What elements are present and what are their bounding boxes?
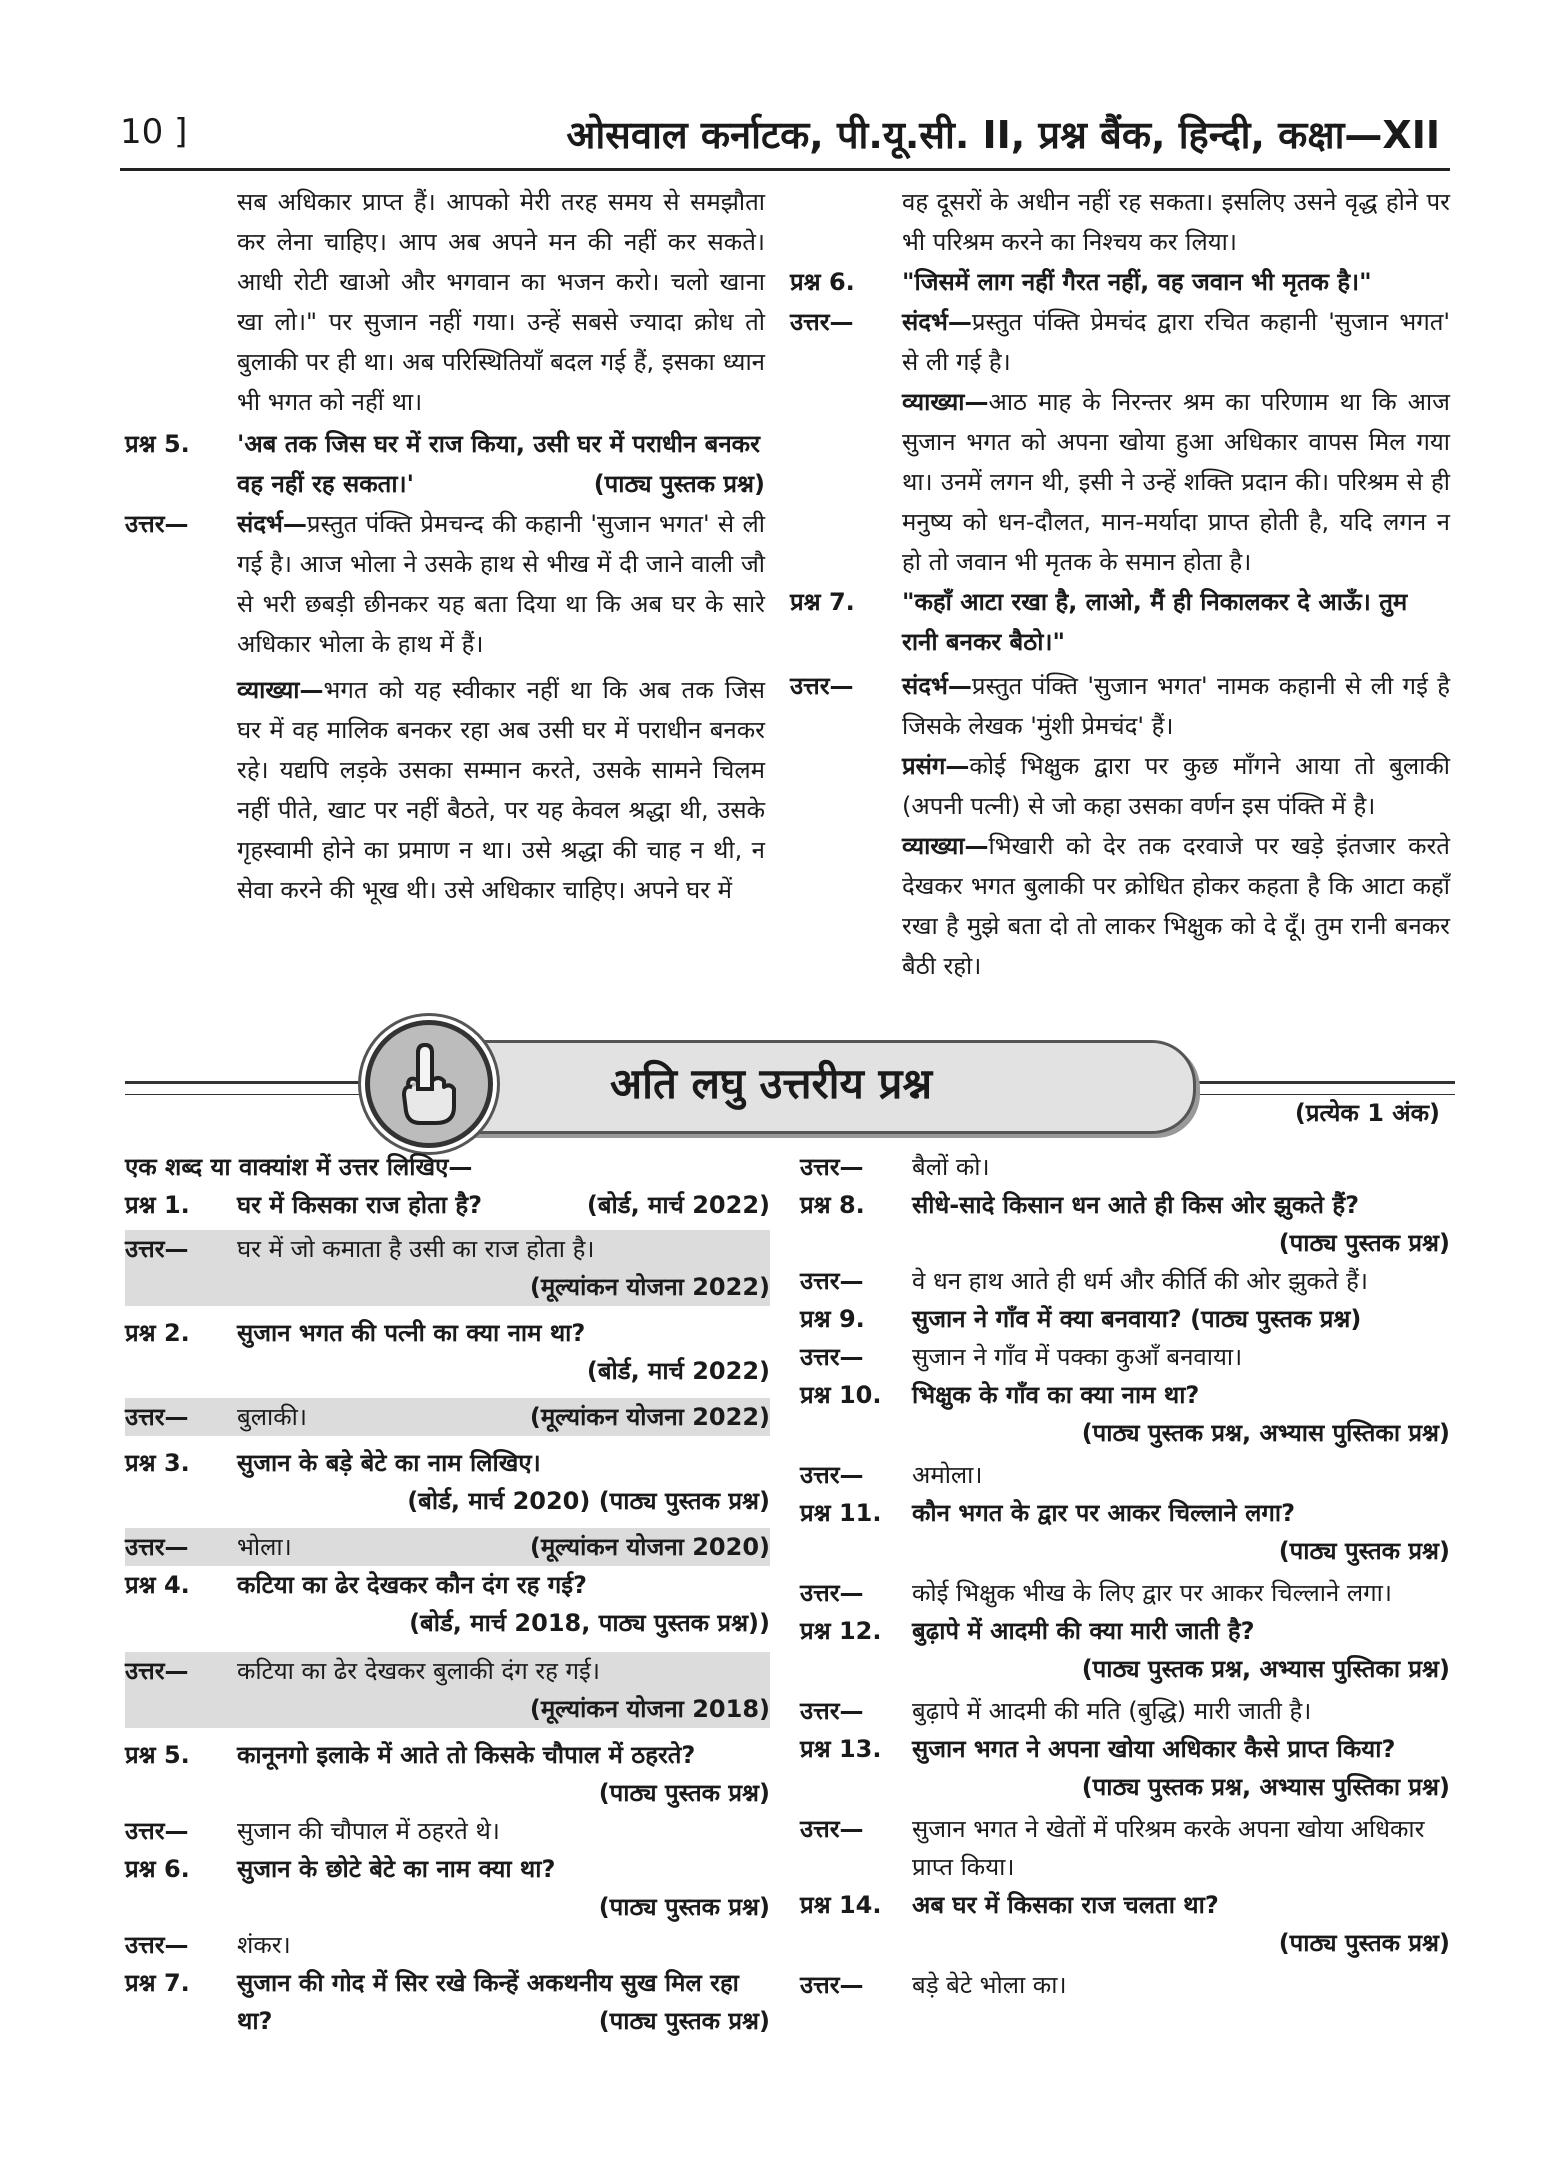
sandarbh-text: प्रस्तुत पंक्ति प्रेमचन्द की कहानी 'सुजान भगत' से ली गई है। आज भोला ने उसके हाथ से भीख में दी जाने वाली जौ से भरी छबड़ी छीनकर यह बता दिया था कि अब घर के सारे अधिकार भोला के हाथ में हैं।: [237, 510, 765, 658]
question-tag: प्रश्न 6.: [125, 1855, 190, 1883]
answer-tag: उत्तर—: [800, 1815, 864, 1843]
answer-1: [125, 1230, 770, 1306]
question-tag: प्रश्न 4.: [125, 1571, 190, 1599]
answer-9: [800, 1338, 1450, 1376]
question-13: [800, 1730, 1450, 1768]
answer-tag: उत्तर—: [125, 1931, 189, 1959]
question-8: [800, 1186, 1450, 1224]
question-source: (पाठ्य पुस्तक प्रश्न): [598, 1893, 770, 1921]
answer-6-long: [790, 302, 1450, 582]
question-source: (पाठ्य पुस्तक प्रश्न, अभ्यास पुस्तिका प्रश्न): [1081, 1419, 1450, 1447]
question-tag: प्रश्न 7.: [790, 588, 855, 616]
question-source: (पाठ्य पुस्तक प्रश्न): [1278, 1229, 1450, 1257]
answer-source: (मूल्यांकन योजना 2018): [529, 1695, 770, 1723]
answer-5-long: [125, 504, 765, 910]
vyakhya-label: व्याख्या—: [902, 388, 989, 416]
answer-tag: उत्तर—: [125, 1817, 189, 1845]
answer-text: भोला।: [237, 1533, 292, 1561]
top-right-column: [790, 182, 1450, 986]
answer-tag: उत्तर—: [800, 1579, 864, 1607]
vyakhya-text: भगत को यह स्वीकार नहीं था कि अब तक जिस घर में वह मालिक बनकर रहा अब उसी घर में पराधीन बनकर रहे। यद्यपि लड़के उसका सम्मान करते, उसके सामने चिलम नहीं पीते, खाट पर नहीं बैठते, पर यह केवल श्रद्धा थी, उसके गृहस्वामी होने का प्रमाण न था। उसे श्रद्धा की चाह न थी, न सेवा करने की भूख थी। उसे अधिकार चाहिए। अपने घर में: [237, 676, 765, 904]
answer-11: [800, 1574, 1450, 1612]
prasang-label: प्रसंग—: [902, 752, 970, 780]
question-10: [800, 1376, 1450, 1414]
answer-12: [800, 1692, 1450, 1730]
vyakhya-label: व्याख्या—: [237, 676, 324, 704]
question-7-long: [790, 582, 1450, 662]
answer-text: वे धन हाथ आते ही धर्म और कीर्ति की ओर झुकते हैं।: [912, 1267, 1368, 1295]
section-instruction: एक शब्द या वाक्यांश में उत्तर लिखिए—: [125, 1153, 473, 1181]
question-5: [125, 1736, 770, 1774]
answer-text: बुढ़ापे में आदमी की मति (बुद्धि) मारी जाती है।: [912, 1697, 1312, 1725]
question-6-long: [790, 262, 1450, 302]
answer-tag: उत्तर—: [800, 1697, 864, 1725]
question-tag: प्रश्न 6.: [790, 268, 855, 296]
sandarbh-text: प्रस्तुत पंक्ति प्रेमचंद द्वारा रचित कहानी 'सुजान भगत' से ली गई है।: [902, 308, 1450, 376]
question-text: सुजान भगत ने अपना खोया अधिकार कैसे प्राप्त किया?: [912, 1735, 1396, 1763]
question-tag: प्रश्न 2.: [125, 1319, 190, 1347]
question-tag: प्रश्न 3.: [125, 1449, 190, 1477]
question-tag: प्रश्न 1.: [125, 1191, 190, 1219]
answer-text: सुजान ने गाँव में पक्का कुआँ बनवाया।: [912, 1343, 1243, 1371]
answer-13: [800, 1810, 1450, 1886]
question-tag: प्रश्न 5.: [125, 1741, 190, 1769]
answer-tag: उत्तर—: [125, 1235, 189, 1263]
question-6: [125, 1850, 770, 1888]
question-text: बुढ़ापे में आदमी की क्या मारी जाती है?: [912, 1617, 1255, 1645]
question-source: (पाठ्य पुस्तक प्रश्न): [1278, 1929, 1450, 1957]
question-3: [125, 1444, 770, 1482]
continued-paragraph: वह दूसरों के अधीन नहीं रह सकता। इसलिए उसने वृद्ध होने पर भी परिश्रम करने का निश्चय कर लिया।: [902, 188, 1450, 256]
sandarbh-label: संदर्भ—: [237, 510, 307, 538]
page-number: 10 ]: [120, 112, 188, 152]
question-4: [125, 1566, 770, 1604]
continued-paragraph: सब अधिकार प्राप्त हैं। आपको मेरी तरह समय से समझौता कर लेना चाहिए। आप अब अपने मन की नहीं कर सकते। आधी रोटी खाओ और भगवान का भजन करो। चलो खाना खा लो।" पर सुजान नहीं गया। उन्हें सबसे ज्यादा क्रोध तो बुलाकी पर ही था। अब परिस्थितियाँ बदल गई हैं, इसका ध्यान भी भगत को नहीं था।: [237, 188, 765, 416]
answer-text: अमोला।: [912, 1461, 983, 1489]
answer-14: [800, 1966, 1450, 2004]
answer-text: बड़े बेटे भोला का।: [912, 1971, 1067, 1999]
sandarbh-label: संदर्भ—: [902, 672, 972, 700]
answer-tag: उत्तर—: [800, 1343, 864, 1371]
answer-6: [125, 1926, 770, 1964]
answer-2: [125, 1398, 770, 1436]
question-text: अब घर में किसका राज चलता था?: [912, 1891, 1219, 1919]
question-text: "कहाँ आटा रखा है, लाओ, मैं ही निकालकर दे आऊँ। तुम रानी बनकर बैठो।": [902, 588, 1408, 656]
question-text: सुजान की गोद में सिर रखे किन्हें अकथनीय सुख मिल रहा था?: [237, 1969, 739, 2035]
question-tag: प्रश्न 8.: [800, 1191, 865, 1219]
answer-text: सुजान भगत ने खेतों में परिश्रम करके अपना खोया अधिकार प्राप्त किया।: [912, 1815, 1425, 1881]
question-12: [800, 1612, 1450, 1650]
answer-tag: उत्तर—: [125, 1403, 189, 1431]
answer-text: शंकर।: [237, 1931, 291, 1959]
question-text: कानूनगो इलाके में आते तो किसके चौपाल में ठहरते?: [237, 1741, 696, 1769]
answer-7-long: [790, 666, 1450, 986]
question-source: (पाठ्य पुस्तक प्रश्न, अभ्यास पुस्तिका प्रश्न): [1081, 1655, 1450, 1683]
top-left-column: [125, 182, 765, 910]
question-text: भिक्षुक के गाँव का क्या नाम था?: [912, 1381, 1200, 1409]
vyakhya-label: व्याख्या—: [902, 832, 989, 860]
sandarbh-label: संदर्भ—: [902, 308, 972, 336]
header-rule: [120, 168, 1450, 171]
question-9: [800, 1300, 1450, 1338]
answer-tag: उत्तर—: [125, 510, 189, 538]
pointing-hand-icon: [365, 1020, 493, 1148]
book-title: ओसवाल कर्नाटक, पी.यू.सी. II, प्रश्न बैंक, हिन्दी, कक्षा—XII: [566, 113, 1440, 157]
answer-source: (मूल्यांकन योजना 2022): [529, 1403, 770, 1431]
answer-text: बुलाकी।: [237, 1403, 307, 1431]
sandarbh-text: प्रस्तुत पंक्ति 'सुजान भगत' नामक कहानी से ली गई है जिसके लेखक 'मुंशी प्रेमचंद' हैं।: [902, 672, 1450, 740]
answer-8: [800, 1262, 1450, 1300]
question-text: सीधे-सादे किसान धन आते ही किस ओर झुकते हैं?: [912, 1191, 1360, 1219]
question-tag: प्रश्न 14.: [800, 1891, 882, 1919]
answer-source: (मूल्यांकन योजना 2020): [529, 1533, 770, 1561]
answer-7: [800, 1148, 1450, 1186]
answer-tag: उत्तर—: [125, 1657, 189, 1685]
question-text: "जिसमें लाग नहीं गैरत नहीं, वह जवान भी मृतक है।": [902, 268, 1372, 296]
answer-10: [800, 1456, 1450, 1494]
question-tag: प्रश्न 13.: [800, 1735, 882, 1763]
question-text: सुजान ने गाँव में क्या बनवाया?: [912, 1305, 1182, 1333]
question-source: (बोर्ड, मार्च 2020) (पाठ्य पुस्तक प्रश्न): [407, 1487, 770, 1515]
question-tag: प्रश्न 5.: [125, 430, 190, 458]
bottom-left-column: [125, 1148, 770, 2040]
question-source: (पाठ्य पुस्तक प्रश्न): [598, 2007, 770, 2035]
question-text: कौन भगत के द्वार पर आकर चिल्लाने लगा?: [912, 1499, 1296, 1527]
bottom-right-column: [800, 1148, 1450, 2004]
answer-tag: उत्तर—: [790, 672, 854, 700]
answer-tag: उत्तर—: [125, 1533, 189, 1561]
answer-tag: उत्तर—: [790, 308, 854, 336]
question-1: [125, 1186, 770, 1224]
question-tag: प्रश्न 12.: [800, 1617, 882, 1645]
question-text: 'अब तक जिस घर में राज किया, उसी घर में पराधीन बनकर वह नहीं रह सकता।': [237, 430, 760, 498]
answer-tag: उत्तर—: [800, 1971, 864, 1999]
question-tag: प्रश्न 10.: [800, 1381, 882, 1409]
answer-tag: उत्तर—: [800, 1267, 864, 1295]
answer-text: सुजान की चौपाल में ठहरते थे।: [237, 1817, 500, 1845]
vyakhya-text: आठ माह के निरन्तर श्रम का परिणाम था कि आज सुजान भगत को अपना खोया हुआ अधिकार वापस मिल गया था। उनमें लगन थी, इसी ने उन्हें शक्ति प्रदान की। परिश्रम से ही मनुष्य को धन-दौलत, मान-मर्यादा प्राप्त होती है, यदि लगन न हो तो जवान भी मृतक के समान होता है।: [902, 388, 1450, 576]
question-source: (बोर्ड, मार्च 2022): [586, 1357, 770, 1385]
question-tag: प्रश्न 9.: [800, 1305, 865, 1333]
question-source: (पाठ्य पुस्तक प्रश्न, अभ्यास पुस्तिका प्रश्न): [1081, 1773, 1450, 1801]
question-source: (बोर्ड, मार्च 2022): [586, 1191, 770, 1219]
question-source: (पाठ्य पुस्तक प्रश्न): [593, 470, 765, 498]
answer-source: (मूल्यांकन योजना 2022): [529, 1273, 770, 1301]
question-7: [125, 1964, 770, 2040]
question-14: [800, 1886, 1450, 1924]
question-text: सुजान भगत की पत्नी का क्या नाम था?: [237, 1319, 586, 1347]
question-text: घर में किसका राज होता है?: [237, 1191, 483, 1219]
answer-text: कटिया का ढेर देखकर बुलाकी दंग रह गई।: [237, 1657, 600, 1685]
answer-4: [125, 1652, 770, 1728]
question-text: कटिया का ढेर देखकर कौन दंग रह गई?: [237, 1571, 587, 1599]
question-source: (पाठ्य पुस्तक प्रश्न): [1190, 1305, 1362, 1333]
answer-text: कोई भिक्षुक भीख के लिए द्वार पर आकर चिल्लाने लगा।: [912, 1579, 1392, 1607]
question-tag: प्रश्न 11.: [800, 1499, 882, 1527]
question-2: [125, 1314, 770, 1352]
question-text: सुजान के बड़े बेटे का नाम लिखिए।: [237, 1449, 541, 1477]
section-marks: (प्रत्येक 1 अंक): [1294, 1099, 1440, 1127]
answer-5: [125, 1812, 770, 1850]
question-source: (पाठ्य पुस्तक प्रश्न): [1278, 1537, 1450, 1565]
prasang-text: कोई भिक्षुक द्वारा पर कुछ माँगने आया तो बुलाकी (अपनी पत्नी) से जो कहा उसका वर्णन इस पंक्ति में है।: [902, 752, 1450, 820]
answer-3: [125, 1528, 770, 1566]
question-source: (बोर्ड, मार्च 2018, पाठ्य पुस्तक प्रश्न)): [409, 1609, 770, 1637]
section-title: अति लघु उत्तरीय प्रश्न: [610, 1059, 933, 1108]
question-source: (पाठ्य पुस्तक प्रश्न): [598, 1779, 770, 1807]
question-5-long: [125, 424, 765, 504]
answer-tag: उत्तर—: [800, 1153, 864, 1181]
question-11: [800, 1494, 1450, 1532]
answer-text: बैलों को।: [912, 1153, 990, 1181]
question-tag: प्रश्न 7.: [125, 1969, 190, 1997]
answer-text: घर में जो कमाता है उसी का राज होता है।: [237, 1235, 595, 1263]
vyakhya-text: भिखारी को देर तक दरवाजे पर खड़े इंतजार करते देखकर भगत बुलाकी पर क्रोधित होकर कहता है कि आटा कहाँ रखा है मुझे बता दो तो लाकर भिक्षुक को दे दूँ। तुम रानी बनकर बैठी रहो।: [902, 832, 1450, 980]
question-text: सुजान के छोटे बेटे का नाम क्या था?: [237, 1855, 556, 1883]
answer-tag: उत्तर—: [800, 1461, 864, 1489]
